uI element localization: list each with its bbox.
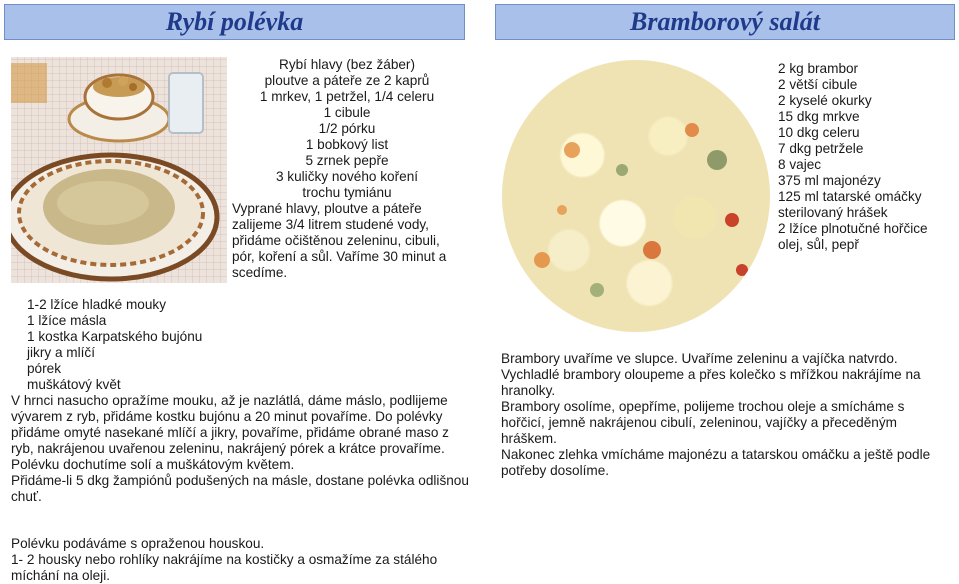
salad-ingredient-line: sterilovaný hrášek <box>778 205 888 220</box>
soup-ingredient-line: Rybí hlavy (bez žáber) <box>279 57 415 72</box>
soup-main-ingredient: 1-2 lžíce hladké mouky <box>27 297 167 312</box>
soup-main-ingredient: pórek <box>27 361 62 376</box>
soup-main-paragraph: V hrnci nasucho opražíme mouku, až je nazlátlá, dáme máslo, podlijeme vývarem z ryb, přidáme kostku bujónu a 20 minut povaříme. Do polévky přidáme omyté nasekané mlíčí a jikry, povaříme, přidáme obrané maso z ryb, nakrájenou uvařenou zeleninu, nakrájený pórek a krátce provaříme. <box>11 393 449 456</box>
salad-step: Vychladlé brambory oloupeme a přes kolečko s mřížkou nakrájíme na hranolky. <box>501 367 921 398</box>
soup-photo <box>11 57 227 283</box>
salad-ingredient-line: 2 kyselé okurky <box>778 93 872 108</box>
salad-title: Bramborový salát <box>630 7 820 36</box>
salad-ingredient-line: 125 ml tatarské omáčky <box>778 189 922 204</box>
soup-main-ingredient: 1 kostka Karpatského bujónu <box>27 329 203 344</box>
salad-bowl-image <box>502 60 770 332</box>
soup-main-paragraph: Přidáme-li 5 dkg žampiónů podušených na másle, dostane polévka odlišnou chuť. <box>11 473 469 504</box>
soup-main-ingredient: muškátový květ <box>27 377 121 392</box>
soup-ingredient-line: 5 zrnek pepře <box>305 153 389 168</box>
salad-photo <box>502 60 770 332</box>
salad-ingredient-line: olej, sůl, pepř <box>778 237 859 252</box>
salad-steps <box>501 351 951 479</box>
salad-ingredient-line: 2 kg brambor <box>778 61 859 76</box>
salad-ingredient-line: 10 dkg celeru <box>778 125 860 140</box>
soup-broth-instructions: Vyprané hlavy, ploutve a páteře zalijeme 3/4 litrem studené vody, přidáme očištěnou zeleninu, cibuli, pór, koření a sůl. Vaříme 30 minut a scedíme. <box>232 201 447 280</box>
soup-ingredient-line: 1 bobkový list <box>305 137 389 152</box>
soup-serving-paragraph: Polévku podáváme s opraženou houskou. <box>11 536 265 551</box>
soup-serving <box>11 536 471 584</box>
soup-ingredient-line: trochu tymiánu <box>302 185 392 200</box>
salad-title-bar <box>495 4 955 40</box>
salad-ingredient-line: 8 vajec <box>778 157 822 172</box>
salad-step: Nakonec zlehka vmícháme majonézu a tatarskou omáčku a ještě podle potřeby dosolíme. <box>501 447 931 478</box>
salad-ingredient-line: 375 ml majonézy <box>778 173 881 188</box>
soup-ingredient-line: ploutve a páteře ze 2 kaprů <box>264 73 430 88</box>
soup-bowl-image <box>11 57 227 283</box>
salad-step: Brambory uvaříme ve slupce. Uvaříme zeleninu a vajíčka natvrdo. <box>501 351 898 366</box>
soup-main-paragraph: Polévku dochutíme solí a muškátovým květem. <box>11 457 295 472</box>
soup-title-bar <box>4 4 465 40</box>
soup-ingredients <box>232 57 462 281</box>
soup-main-ingredient: jikry a mlíčí <box>27 345 95 360</box>
soup-main-recipe <box>11 297 471 505</box>
salad-step: Brambory osolíme, opepříme, polijeme trochou oleje a smícháme s hořčicí, jemně nakrájenou cibulí, zeleninou, vajíčky a přeceděným hráškem. <box>501 399 905 446</box>
salad-ingredient-line: 2 větší cibule <box>778 77 858 92</box>
salad-ingredient-line: 2 lžíce plnotučné hořčice <box>778 221 928 236</box>
soup-serving-paragraph: 1- 2 housky nebo rohlíky nakrájíme na kostičky a osmažíme za stálého míchání na oleji. <box>11 552 438 583</box>
soup-ingredient-line: 1 cibule <box>323 105 371 120</box>
soup-ingredient-line: 1 mrkev, 1 petržel, 1/4 celeru <box>259 89 435 104</box>
soup-title: Rybí polévka <box>165 7 304 36</box>
soup-ingredient-line: 1/2 pórku <box>318 121 376 136</box>
soup-main-ingredient: 1 lžíce másla <box>27 313 107 328</box>
salad-ingredient-line: 7 dkg petržele <box>778 141 864 156</box>
salad-ingredient-line: 15 dkg mrkve <box>778 109 860 124</box>
soup-ingredient-line: 3 kuličky nového koření <box>275 169 419 184</box>
salad-ingredients <box>778 61 956 253</box>
